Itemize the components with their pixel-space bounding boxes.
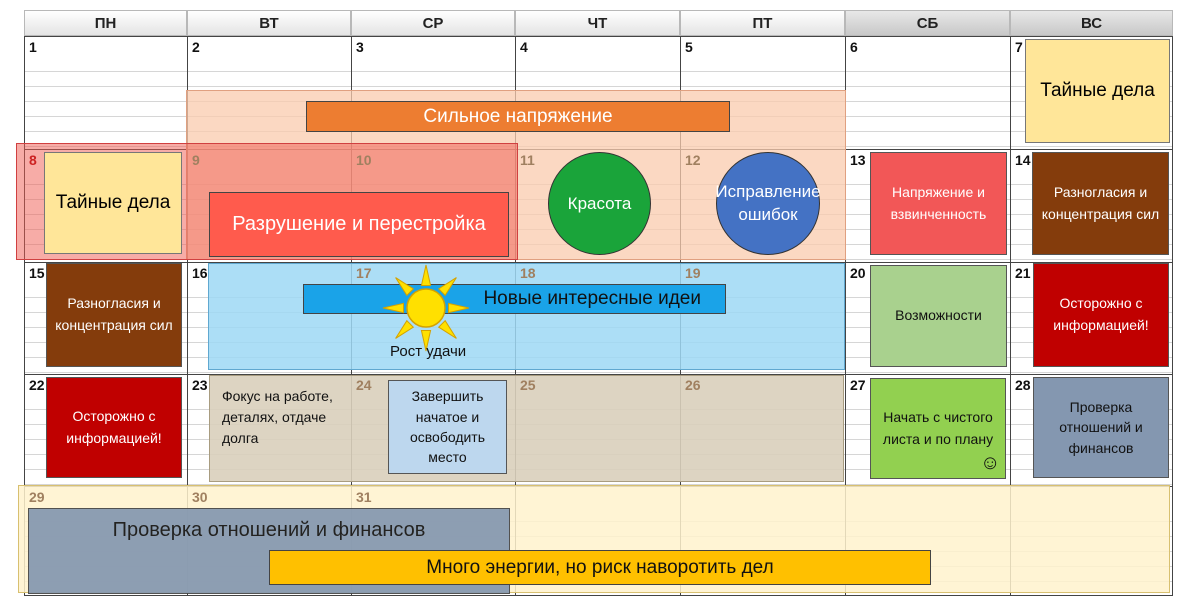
disagreements-box-sun: Разногласия и концентрация сил [1032, 152, 1169, 255]
day-number: 27 [850, 377, 866, 393]
day-number: 16 [192, 265, 208, 281]
weekday-header-sun: ВС [1010, 10, 1173, 36]
day-number: 7 [1015, 39, 1023, 55]
energy-bar: Много энергии, но риск наворотить дел [269, 550, 931, 585]
destruction-bar: Разрушение и перестройка [209, 192, 509, 257]
day-number: 1 [29, 39, 37, 55]
sun-ray [439, 278, 457, 296]
opportunities-box: Возможности [870, 265, 1007, 367]
weekday-header-thu: ЧТ [515, 10, 680, 36]
weekday-header-wed: СР [351, 10, 515, 36]
day-number: 29 [29, 489, 45, 505]
day-number: 31 [356, 489, 372, 505]
sun-ray [396, 321, 414, 339]
finish-box: Завершить начатое и освободить место [388, 380, 507, 474]
smiley-icon: ☺ [980, 452, 1001, 474]
weekday-header-fri: ПТ [680, 10, 845, 36]
day-number: 13 [850, 152, 866, 168]
sun-ray [439, 321, 457, 339]
new-ideas-bar: Новые интересные идеи [303, 284, 726, 314]
day-number: 17 [356, 265, 372, 281]
day-number: 4 [520, 39, 528, 55]
day-number: 22 [29, 377, 45, 393]
sun-icon [382, 262, 470, 354]
day-number: 26 [685, 377, 701, 393]
day-number: 6 [850, 39, 858, 55]
day-number: 9 [192, 152, 200, 168]
luck-label: Рост удачи [390, 343, 467, 360]
sun-ray [396, 278, 414, 296]
day-number: 3 [356, 39, 364, 55]
careful-info-box-sun: Осторожно с информацией! [1033, 263, 1169, 367]
tension-box: Напряжение и взвинченность [870, 152, 1007, 255]
day-cell [845, 36, 1010, 149]
day-number: 19 [685, 265, 701, 281]
day-number: 11 [520, 152, 535, 168]
day-number: 28 [1015, 377, 1031, 393]
day-cell [24, 36, 187, 149]
weekday-header-mon: ПН [24, 10, 187, 36]
sun-ray [383, 303, 403, 312]
beauty-circle: Красота [548, 152, 651, 255]
day-number: 30 [192, 489, 208, 505]
focus-label: Фокус на работе, деталях, отдаче долга [222, 388, 333, 446]
day-number: 23 [192, 377, 208, 393]
fresh-start-box: Начать с чистого листа и по плану [870, 378, 1006, 479]
secret-affairs-mon: Тайные дела [44, 152, 182, 254]
day-number: 25 [520, 377, 536, 393]
day-number: 15 [29, 265, 45, 281]
sun-ray [421, 265, 430, 285]
fix-errors-circle: Исправление ошибок [716, 152, 820, 255]
day-number: 12 [685, 152, 701, 168]
day-number: 20 [850, 265, 866, 281]
careful-info-box-mon: Осторожно с информацией! [46, 377, 182, 478]
day-number: 10 [356, 152, 372, 168]
day-number: 18 [520, 265, 536, 281]
check-relations-box-sun: Проверка отношений и финансов [1033, 377, 1169, 478]
weekday-header-sat: СБ [845, 10, 1010, 36]
day-number: 8 [29, 152, 37, 168]
tension-bar: Сильное напряжение [306, 101, 730, 132]
sun-ray [449, 303, 469, 312]
day-number: 5 [685, 39, 693, 55]
day-number: 2 [192, 39, 200, 55]
day-number: 14 [1015, 152, 1031, 168]
weekday-header-tue: ВТ [187, 10, 351, 36]
check-relations-bar: Проверка отношений и финансов [28, 508, 510, 594]
day-number: 24 [356, 377, 372, 393]
day-number: 21 [1015, 265, 1031, 281]
secret-affairs-sun: Тайные дела [1025, 39, 1170, 143]
disagreements-box-mon: Разногласия и концентрация сил [46, 263, 182, 367]
